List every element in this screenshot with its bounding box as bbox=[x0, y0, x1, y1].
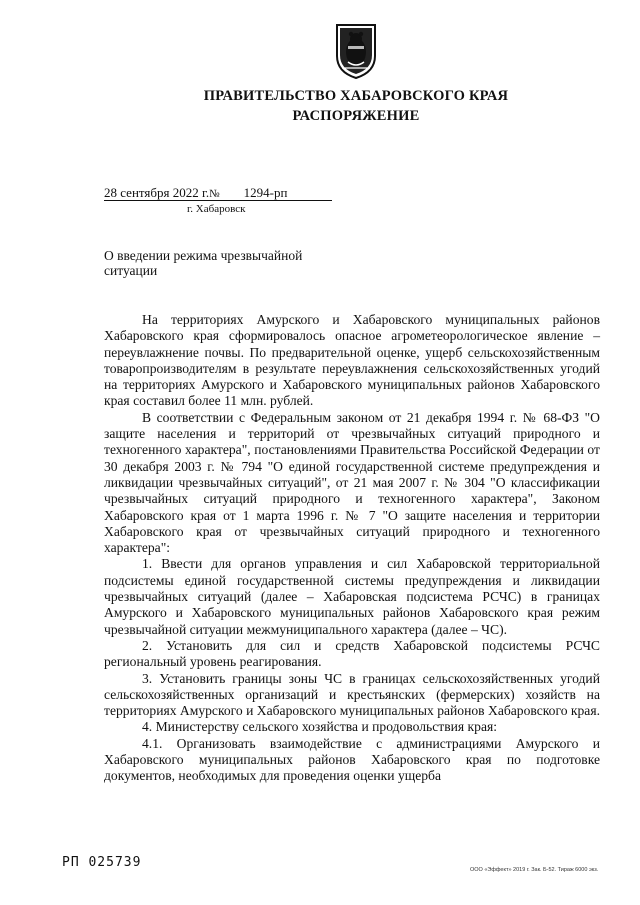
document-type: РАСПОРЯЖЕНИЕ bbox=[292, 108, 420, 124]
number-sign: № bbox=[209, 188, 220, 200]
document-date: 28 сентября 2022 г. bbox=[104, 185, 210, 200]
paragraph: В соответствии с Федеральным законом от 21 декабря 1994 г. № 68-ФЗ "О защите населения и территорий от чрезвычайных ситуаций природного и техногенного характера", постановлениями Правительства Российской Федерации от 30 декабря 2003 г. № 794 "О единой государственной системе предупреждения и ликвидации чрезвычайных ситуаций", от 21 мая 2007 г. № 304 "О классификации чрезвычайных ситуаций природного и техногенного характера", Законом Хабаровского края от 1 марта 1996 г. № 7 "О защите населения и территории Хабаровского края от чрезвычайных ситуаций природного и техногенного характера": bbox=[104, 409, 600, 556]
paragraph: 3. Установить границы зоны ЧС в границах сельскохозяйственных угодий сельскохозяйственных организаций и крестьянских (фермерских) хозяйств на территориях Амурского и Хабаровского муниципальных районов Хабаровского края. bbox=[104, 670, 600, 719]
paragraph: 4. Министерству сельского хозяйства и продовольствия края: bbox=[142, 719, 498, 735]
form-serial-number: РП 025739 bbox=[62, 855, 142, 870]
date-underline bbox=[104, 200, 332, 201]
subject-line-2: ситуации bbox=[104, 263, 158, 278]
date-number-line bbox=[104, 185, 287, 201]
paragraph: На территориях Амурского и Хабаровского муниципальных районов Хабаровского края сформировалось опасное агрометеорологическое явление – переувлажнение почвы. По предварительной оценке, ущерб сельскохозяйственным товаропроизводителям в результате переувлажнения сельскохозяйственных угодий на территориях Амурского и Хабаровского муниципальных районов Хабаровского края составил более 11 млн. рублей. bbox=[104, 312, 600, 409]
subject-line-1: О введении режима чрезвычайной bbox=[104, 248, 303, 263]
paragraph: 4.1. Организовать взаимодействие с администрациями Амурского и Хабаровского муниципальных районов Хабаровского края по подготовке документов, необходимых для проведения оценки ущерба bbox=[104, 735, 600, 784]
paragraph: 1. Ввести для органов управления и сил Хабаровской территориальной подсистемы единой государственной системы предупреждения и ликвидации чрезвычайных ситуаций (далее – Хабаровская подсистема РСЧС) в границах Амурского и Хабаровского муниципальных районов Хабаровского края режим чрезвычайной ситуации межмуниципального характера (далее – ЧС). bbox=[104, 556, 600, 637]
printer-imprint: ООО «Эффект» 2019 г. Зак. Б-52. Тираж 6000 экз. bbox=[470, 867, 599, 873]
coat-of-arms-icon bbox=[334, 22, 378, 80]
city: г. Хабаровск bbox=[187, 203, 246, 215]
document-body bbox=[104, 312, 600, 785]
paragraph: 2. Установить для сил и средств Хабаровской подсистемы РСЧС региональный уровень реагирования. bbox=[104, 637, 600, 670]
government-title: ПРАВИТЕЛЬСТВО ХАБАРОВСКОГО КРАЯ bbox=[203, 88, 509, 104]
document-subject bbox=[104, 248, 364, 278]
document-number: 1294-рп bbox=[243, 185, 288, 200]
